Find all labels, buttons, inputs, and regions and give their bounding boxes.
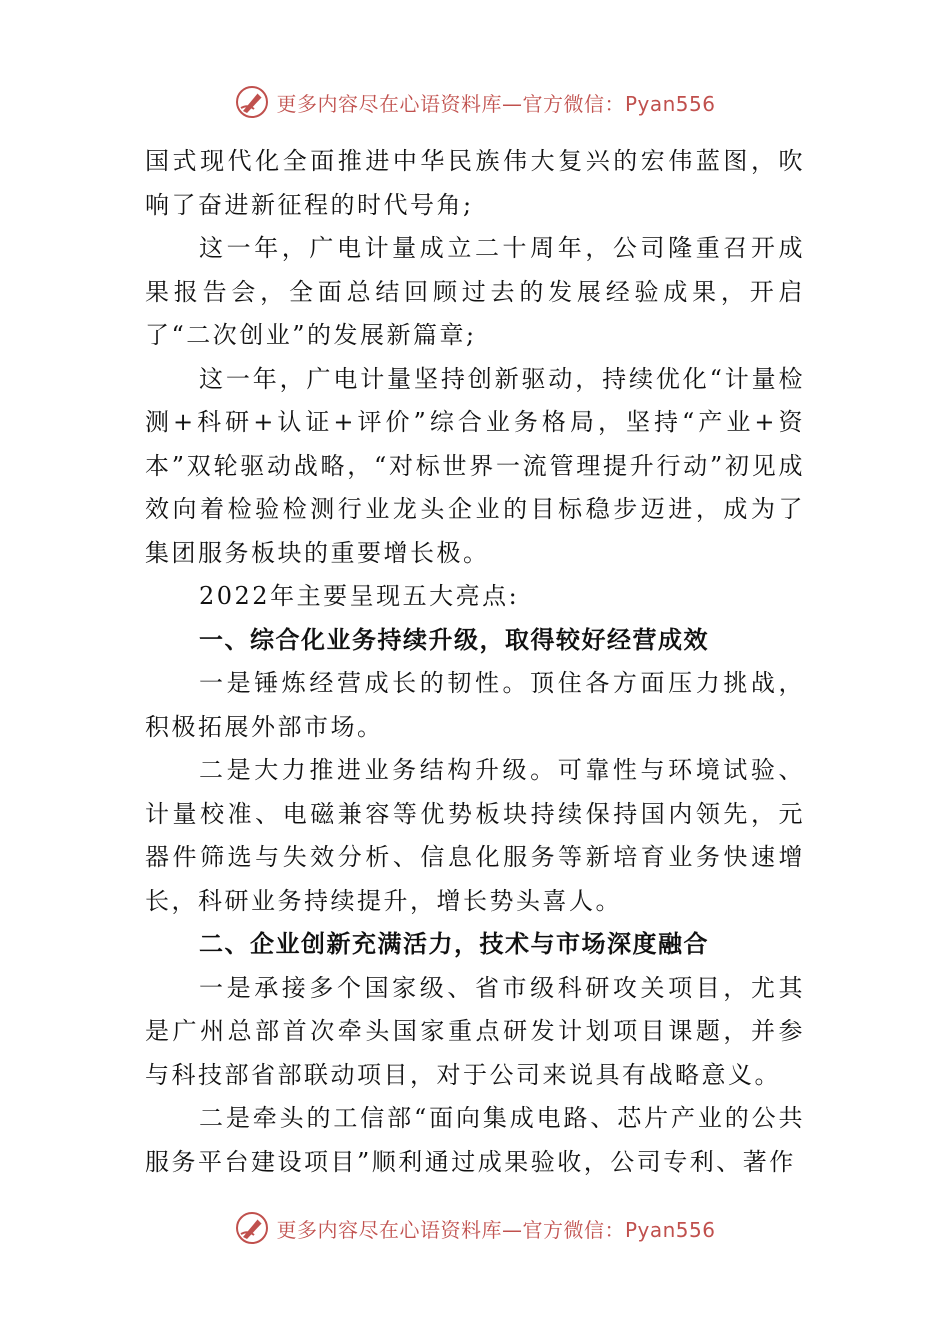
paragraph-6: 二是大力推进业务结构升级。可靠性与环境试验、计量校准、电磁兼容等优势板块持续保持国内领先，元器件筛选与失效分析、信息化服务等新培育业务快速增长，科研业务持续提升，增长势头喜人。 [145, 756, 805, 915]
paragraph-5: 一是锤炼经营成长的韧性。顶住各方面压力挑战，积极拓展外部市场。 [145, 669, 805, 741]
document-body [145, 140, 805, 1184]
paragraph-7: 一是承接多个国家级、省市级科研攻关项目，尤其是广州总部首次牵头国家重点研发计划项目课题，并参与科技部省部联动项目，对于公司来说具有战略意义。 [145, 973, 805, 1089]
pen-nib-icon [234, 1210, 270, 1246]
paragraph-2: 这一年，广电计量成立二十周年，公司隆重召开成果报告会，全面总结回顾过去的发展经验成果，开启了“二次创业”的发展新篇章; [145, 234, 805, 349]
footer-watermark [0, 1208, 950, 1248]
paragraph-1: 国式现代化全面推进中华民族伟大复兴的宏伟蓝图，吹响了奋进新征程的时代号角; [145, 147, 805, 219]
paragraph-4: 2022年主要呈现五大亮点: [199, 582, 520, 610]
watermark-text: 更多内容尽在心语资料库—官方微信：Pyan556 [276, 1217, 716, 1242]
paragraph-8: 二是牵头的工信部“面向集成电路、芯片产业的公共服务平台建设项目”顺利通过成果验收，公司专利、著作 [145, 1104, 805, 1176]
paragraph-3: 这一年，广电计量坚持创新驱动，持续优化“计量检测+科研+认证+评价”综合业务格局，坚持“产业+资本”双轮驱动战略，“对标世界一流管理提升行动”初见成效向着检验检测行业龙头企业的目标稳步迈进，成为了集团服务板块的重要增长极。 [145, 364, 805, 567]
watermark-text: 更多内容尽在心语资料库—官方微信：Pyan556 [276, 91, 716, 116]
section-heading-2: 二、企业创新充满活力，技术与市场深度融合 [199, 930, 709, 958]
header-watermark [0, 82, 950, 122]
section-heading-1: 一、综合化业务持续升级，取得较好经营成效 [199, 625, 709, 654]
pen-nib-icon [234, 84, 270, 120]
